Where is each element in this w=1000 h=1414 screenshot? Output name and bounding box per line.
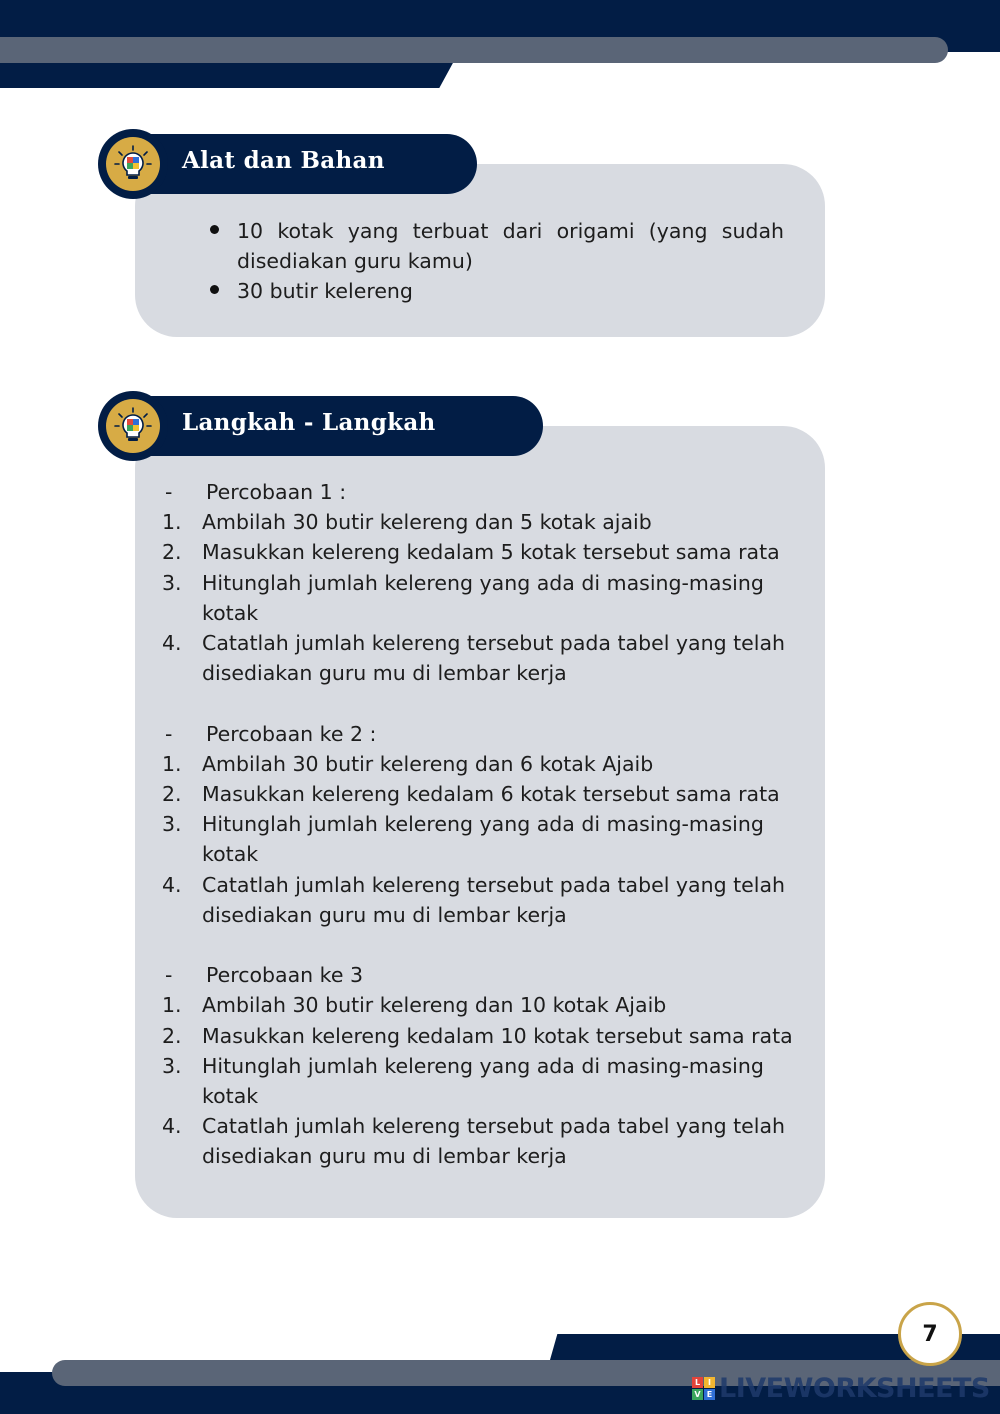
materials-item: 30 butir kelereng: [210, 276, 784, 306]
liveworksheets-watermark: [692, 1372, 990, 1404]
top-accent-bar: [0, 37, 948, 63]
step-text: kotak: [202, 842, 259, 867]
step-continuation: [162, 598, 812, 628]
step-item: [162, 628, 812, 658]
step-number: 1.: [162, 993, 182, 1018]
experiment-heading: [162, 719, 812, 749]
step-text: disediakan guru mu di lembar kerja: [202, 661, 567, 686]
step-number: 3.: [162, 1053, 182, 1078]
step-text: Catatlah jumlah kelereng tersebut pada tabel yang telah: [202, 872, 786, 897]
step-text: kotak: [202, 1084, 259, 1109]
step-text: kotak: [202, 600, 259, 625]
dash-marker: -: [165, 721, 173, 746]
step-number: 3.: [162, 570, 182, 595]
step-text: Catatlah jumlah kelereng tersebut pada tabel yang telah: [202, 631, 786, 656]
step-item: [162, 1021, 812, 1051]
step-number: 4.: [162, 631, 182, 656]
step-text: disediakan guru mu di lembar kerja: [202, 1144, 567, 1169]
step-continuation: [162, 839, 812, 869]
step-text: Ambilah 30 butir kelereng dan 5 kotak ajaib: [202, 510, 652, 535]
materials-badge: [98, 129, 168, 199]
step-number: 1.: [162, 751, 182, 776]
step-number: 2.: [162, 782, 182, 807]
step-item: [162, 809, 812, 839]
materials-title: Alat dan Bahan: [182, 147, 385, 174]
step-number: 3.: [162, 812, 182, 837]
logo-letter: I: [704, 1377, 715, 1388]
step-number: 4.: [162, 1114, 182, 1139]
step-text: disediakan guru mu di lembar kerja: [202, 902, 567, 927]
step-item: [162, 507, 812, 537]
step-item: [162, 537, 812, 567]
step-continuation: [162, 1081, 812, 1111]
steps-list: [162, 477, 812, 1172]
dash-marker: -: [165, 963, 173, 988]
experiment-heading-text: Percobaan 1 :: [206, 480, 347, 504]
step-continuation: [162, 1141, 812, 1171]
step-item: [162, 1111, 812, 1141]
step-item: [162, 870, 812, 900]
materials-header: [130, 134, 477, 194]
step-text: Masukkan kelereng kedalam 6 kotak tersebut sama rata: [202, 782, 780, 807]
step-text: Ambilah 30 butir kelereng dan 10 kotak Ajaib: [202, 993, 667, 1018]
step-item: [162, 749, 812, 779]
logo-letter: L: [692, 1377, 703, 1388]
logo-letter: E: [704, 1389, 715, 1400]
materials-list: [210, 216, 784, 306]
logo-letter: V: [692, 1389, 703, 1400]
spacer: [162, 930, 812, 960]
step-text: Hitunglah jumlah kelereng yang ada di masing-masing: [202, 812, 764, 837]
step-continuation: [162, 658, 812, 688]
step-item: [162, 990, 812, 1020]
steps-title: Langkah - Langkah: [182, 409, 436, 436]
step-number: 2.: [162, 1023, 182, 1048]
experiment-heading-text: Percobaan ke 2 :: [206, 721, 377, 746]
experiment-heading: [162, 477, 812, 507]
steps-header: [130, 396, 543, 456]
step-text: Catatlah jumlah kelereng tersebut pada tabel yang telah: [202, 1114, 786, 1139]
liveworksheets-logo-icon: [692, 1377, 715, 1400]
step-continuation: [162, 900, 812, 930]
step-item: [162, 568, 812, 598]
step-text: Ambilah 30 butir kelereng dan 6 kotak Ajaib: [202, 751, 654, 776]
page-number: 7: [898, 1302, 962, 1366]
step-text: Masukkan kelereng kedalam 5 kotak tersebut sama rata: [202, 540, 780, 565]
experiment-heading-text: Percobaan ke 3: [206, 963, 363, 988]
watermark-text: LIVEWORKSHEETS: [719, 1372, 990, 1404]
experiment-heading: [162, 960, 812, 990]
step-text: Hitunglah jumlah kelereng yang ada di masing-masing: [202, 1053, 764, 1078]
spacer: [162, 688, 812, 718]
dash-marker: -: [165, 480, 173, 504]
step-number: 2.: [162, 540, 182, 565]
step-text: Masukkan kelereng kedalam 10 kotak tersebut sama rata: [202, 1023, 793, 1048]
step-number: 4.: [162, 872, 182, 897]
step-item: [162, 1051, 812, 1081]
step-number: 1.: [162, 510, 182, 535]
step-text: Hitunglah jumlah kelereng yang ada di masing-masing: [202, 570, 764, 595]
materials-item: 10 kotak yang terbuat dari origami (yang sudah disediakan guru kamu): [210, 216, 784, 276]
step-item: [162, 779, 812, 809]
lightbulb-puzzle-icon: [106, 399, 160, 453]
steps-badge: [98, 391, 168, 461]
lightbulb-puzzle-icon: [106, 137, 160, 191]
